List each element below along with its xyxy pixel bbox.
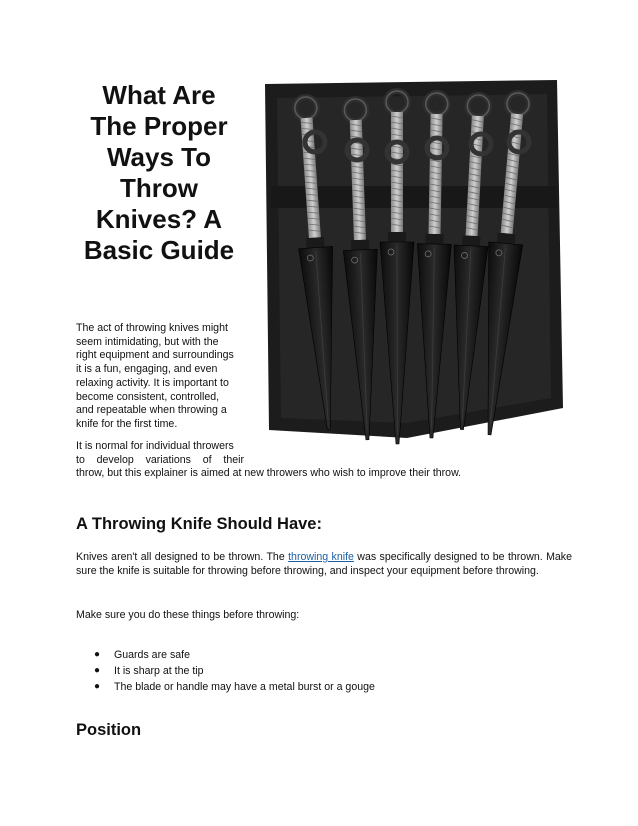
title-line: Throw bbox=[120, 173, 198, 203]
text-line: and repeatable when throwing a bbox=[76, 404, 227, 417]
text-line: relaxing activity. It is important to bbox=[76, 376, 229, 389]
list-item bbox=[76, 663, 375, 679]
list-item-text: Guards are safe bbox=[114, 649, 190, 661]
variation-paragraph bbox=[76, 440, 572, 481]
bullet-icon: ● bbox=[94, 649, 101, 660]
section-heading-position: Position bbox=[76, 721, 142, 739]
text-line: seem intimidating, but with the bbox=[76, 335, 219, 348]
page-title bbox=[70, 80, 248, 266]
title-line: The Proper bbox=[90, 111, 228, 141]
checklist-intro: Make sure you do these things before throwing: bbox=[76, 609, 300, 621]
intro-paragraph bbox=[76, 322, 244, 432]
title-line: Basic Guide bbox=[83, 235, 235, 265]
text-line: It is normal for individual throwers bbox=[76, 440, 234, 452]
text-line: knife for the first time. bbox=[76, 417, 178, 430]
list-item-text: The blade or handle may have a metal burst or a gouge bbox=[114, 681, 375, 693]
title-line: Ways To bbox=[106, 142, 211, 172]
list-item bbox=[76, 647, 375, 663]
text-line: right equipment and surroundings bbox=[76, 349, 234, 362]
throwing-knife-link[interactable]: throwing knife bbox=[288, 551, 354, 563]
text-line: throw, but this explainer is aimed at new throwers who wish to improve their throw. bbox=[76, 467, 462, 480]
text-line: become consistent, controlled, bbox=[76, 390, 220, 403]
title-line: What Are bbox=[102, 80, 216, 110]
text-run: Knives aren't all designed to be thrown. The bbox=[76, 551, 289, 563]
list-item-text: It is sharp at the tip bbox=[114, 665, 204, 677]
text-run: was specifically designed to be thrown. Make sure the knife is suitable for throwing before throwing, and inspect your equipment before throwing. bbox=[76, 551, 572, 577]
checklist bbox=[76, 647, 375, 695]
section1-paragraph bbox=[76, 551, 572, 578]
throwing-knives-set-image bbox=[257, 78, 567, 448]
bullet-icon: ● bbox=[94, 665, 101, 676]
text-line: The act of throwing knives might bbox=[76, 322, 228, 334]
bullet-icon: ● bbox=[94, 681, 101, 692]
title-line: Knives? A bbox=[95, 204, 223, 234]
section-heading-throwing-knife: A Throwing Knife Should Have: bbox=[76, 515, 322, 533]
list-item bbox=[76, 679, 375, 695]
text-line: to develop variations of their bbox=[76, 453, 244, 466]
text-line: it is a fun, engaging, and even bbox=[76, 363, 218, 376]
